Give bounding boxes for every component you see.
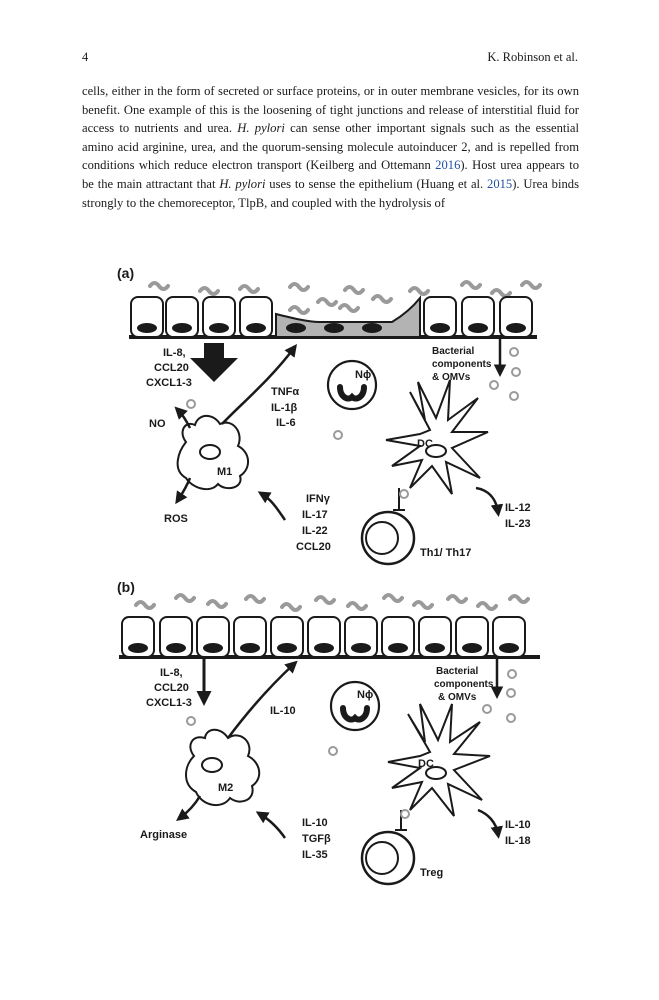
treg-cytokine: TGFβ <box>302 833 331 845</box>
ros-label: ROS <box>164 513 188 525</box>
dc-cytokine-label: IL-23 <box>505 518 531 530</box>
bacteria-layer <box>136 595 528 610</box>
panel-a <box>117 265 540 564</box>
m1-label: M1 <box>217 466 233 478</box>
chemokine-label: CCL20 <box>154 682 189 694</box>
t-cell-nucleus <box>366 842 398 874</box>
text-run: uses to sense the epithelium (Huang et al. <box>265 176 488 191</box>
t-cell-nucleus <box>366 522 398 554</box>
bacterial-label: & OMVs <box>432 372 471 383</box>
t-cell-to-macrophage-arrow <box>262 494 285 520</box>
species-name: H. pylori <box>237 121 285 136</box>
dendritic-cell <box>386 380 488 494</box>
running-head: K. Robinson et al. <box>487 50 578 64</box>
chemokine-label: CXCL1-3 <box>146 697 192 709</box>
t-cell-cytokine: IFNγ <box>306 493 330 505</box>
treg-cytokine: IL-10 <box>302 817 328 829</box>
citation-link[interactable]: 2016 <box>435 158 461 173</box>
ros-arrow <box>178 478 190 500</box>
cytokine-label: TNFα <box>271 386 300 398</box>
t-cell-cytokine: IL-17 <box>302 509 328 521</box>
chemokine-label: CXCL1-3 <box>146 377 192 389</box>
t-cell-cytokine: CCL20 <box>296 541 331 553</box>
t-cell-label: Th1/ Th17 <box>420 547 472 559</box>
text-run: ). Urea binds strongly to the chemoreceptor, TlpB, and coupled with the hydrolysis of <box>82 176 579 210</box>
t-cell-cytokine: IL-22 <box>302 525 328 537</box>
bacterial-label: components <box>434 679 494 690</box>
dc-cytokine-label: IL-10 <box>505 819 531 831</box>
bacterial-label: Bacterial <box>436 666 479 677</box>
cytokine-label: IL-10 <box>270 705 296 717</box>
epithelium-layer <box>119 617 540 657</box>
dc-cytokine-label: IL-18 <box>505 835 531 847</box>
arginase-label: Arginase <box>140 829 188 841</box>
no-arrow <box>178 410 190 428</box>
dc-label: DC <box>418 758 434 770</box>
neutrophil-label: Nϕ <box>357 689 374 701</box>
dc-cytokine-arrow <box>478 810 498 834</box>
dendritic-cell <box>388 704 490 816</box>
treg-cytokine: IL-35 <box>302 849 328 861</box>
text-run: can sense other important signals such as the essential amino acid arginine, urea, and the quorum-sensing molecule autoinducer 2, and is repelled from conditions which reduce electron transport (Keilberg and Ottemann <box>82 121 579 173</box>
bacterial-label: Bacterial <box>432 346 475 357</box>
chemokine-label: IL-8, <box>163 347 186 359</box>
chemokine-label: IL-8, <box>160 667 183 679</box>
treg-to-macrophage-arrow <box>260 814 285 838</box>
bacterial-label: components <box>432 359 492 370</box>
chemokine-label: CCL20 <box>154 362 189 374</box>
panel-b-label: (b) <box>117 579 135 595</box>
species-name: H. pylori <box>219 176 266 191</box>
citation-link[interactable]: 2015 <box>487 176 513 191</box>
macrophage-to-epithelium-arrow <box>228 664 294 738</box>
panel-b <box>117 579 540 884</box>
text-run: cells, either in the form of secreted or surface proteins, or in outer membrane vesicles, for its own benefit. One example of this is the loosening of tight junctions and release of interstitial fluid for access to nutrients and urea. <box>82 84 579 136</box>
arginase-arrow <box>180 796 200 818</box>
no-label: NO <box>149 418 166 430</box>
treg-label: Treg <box>420 867 444 879</box>
chemokine-release-arrow <box>190 343 238 382</box>
dc-cytokine-label: IL-12 <box>505 502 531 514</box>
panel-a-label: (a) <box>117 265 135 281</box>
macrophage-nucleus <box>202 758 222 772</box>
dc-label: DC <box>417 438 433 450</box>
m2-label: M2 <box>218 782 234 794</box>
dc-cytokine-arrow <box>476 488 498 512</box>
cytokine-label: IL-1β <box>271 402 298 414</box>
page-number: 4 <box>82 50 89 64</box>
bacterial-label: & OMVs <box>438 692 477 703</box>
macrophage-nucleus <box>200 445 220 459</box>
cytokine-label: IL-6 <box>276 417 296 429</box>
text-run: ). Host urea appears to be the main attractant that <box>82 158 580 191</box>
neutrophil-label: Nϕ <box>355 369 372 381</box>
